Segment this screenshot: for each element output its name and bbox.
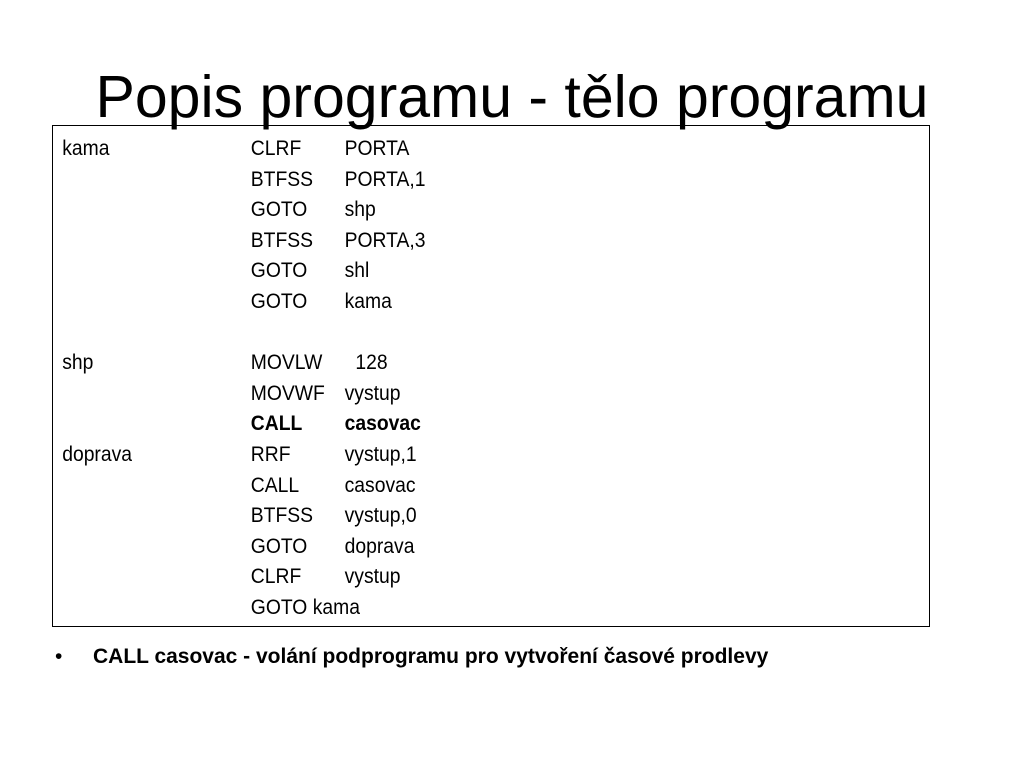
code-line <box>53 379 859 409</box>
code-instruction: GOTO <box>250 534 308 558</box>
code-operand: shp <box>344 198 376 222</box>
code-instruction: GOTO <box>250 198 308 222</box>
code-line <box>53 593 859 623</box>
code-instruction: BTFSS <box>250 228 314 252</box>
bullet-marker: • <box>55 645 63 668</box>
code-operand: casovac <box>344 412 421 436</box>
code-instruction: GOTO <box>250 290 308 313</box>
code-line <box>53 195 859 225</box>
code-instruction: MOVLW <box>250 351 323 375</box>
code-instruction: GOTO kama <box>250 596 360 619</box>
code-instruction: CLRF <box>250 137 302 160</box>
code-operand: 128 <box>344 351 388 375</box>
code-operand: kama <box>344 290 392 313</box>
code-instruction: BTFSS <box>250 504 314 528</box>
code-line <box>53 471 859 501</box>
code-line <box>53 562 859 592</box>
code-line <box>53 440 859 470</box>
code-operand: PORTA,3 <box>344 228 426 252</box>
code-line <box>53 165 859 195</box>
code-operand: shl <box>344 259 370 283</box>
code-label: kama <box>62 137 110 160</box>
code-line <box>53 501 859 531</box>
code-line <box>53 318 859 348</box>
code-instruction: BTFSS <box>250 167 314 191</box>
code-line <box>53 287 859 317</box>
code-operand: PORTA,1 <box>344 167 426 191</box>
code-instruction: CLRF <box>250 565 302 589</box>
code-label: doprava <box>62 443 133 466</box>
code-instruction: CALL <box>250 473 300 497</box>
code-line <box>53 226 859 256</box>
slide-title: Popis programu - tělo programu <box>95 64 929 130</box>
code-line <box>53 409 859 439</box>
code-listing <box>52 125 930 627</box>
code-instruction: MOVWF <box>250 381 325 405</box>
code-operand: vystup <box>344 381 401 405</box>
code-instruction: GOTO <box>250 259 308 283</box>
code-instruction: CALL <box>250 412 303 436</box>
code-operand: PORTA <box>344 137 410 160</box>
code-line <box>53 134 859 164</box>
code-operand: vystup,0 <box>344 504 417 528</box>
code-line <box>53 256 859 286</box>
code-instruction: RRF <box>250 443 291 466</box>
code-operand: vystup <box>344 565 401 589</box>
code-operand: doprava <box>344 534 415 558</box>
code-line <box>53 532 859 562</box>
code-line <box>53 348 859 378</box>
code-operand: casovac <box>344 473 416 497</box>
code-label: shp <box>62 351 94 375</box>
bullet-text: CALL casovac - volání podprogramu pro vytvoření časové prodlevy <box>93 645 769 668</box>
code-operand: vystup,1 <box>344 443 417 466</box>
